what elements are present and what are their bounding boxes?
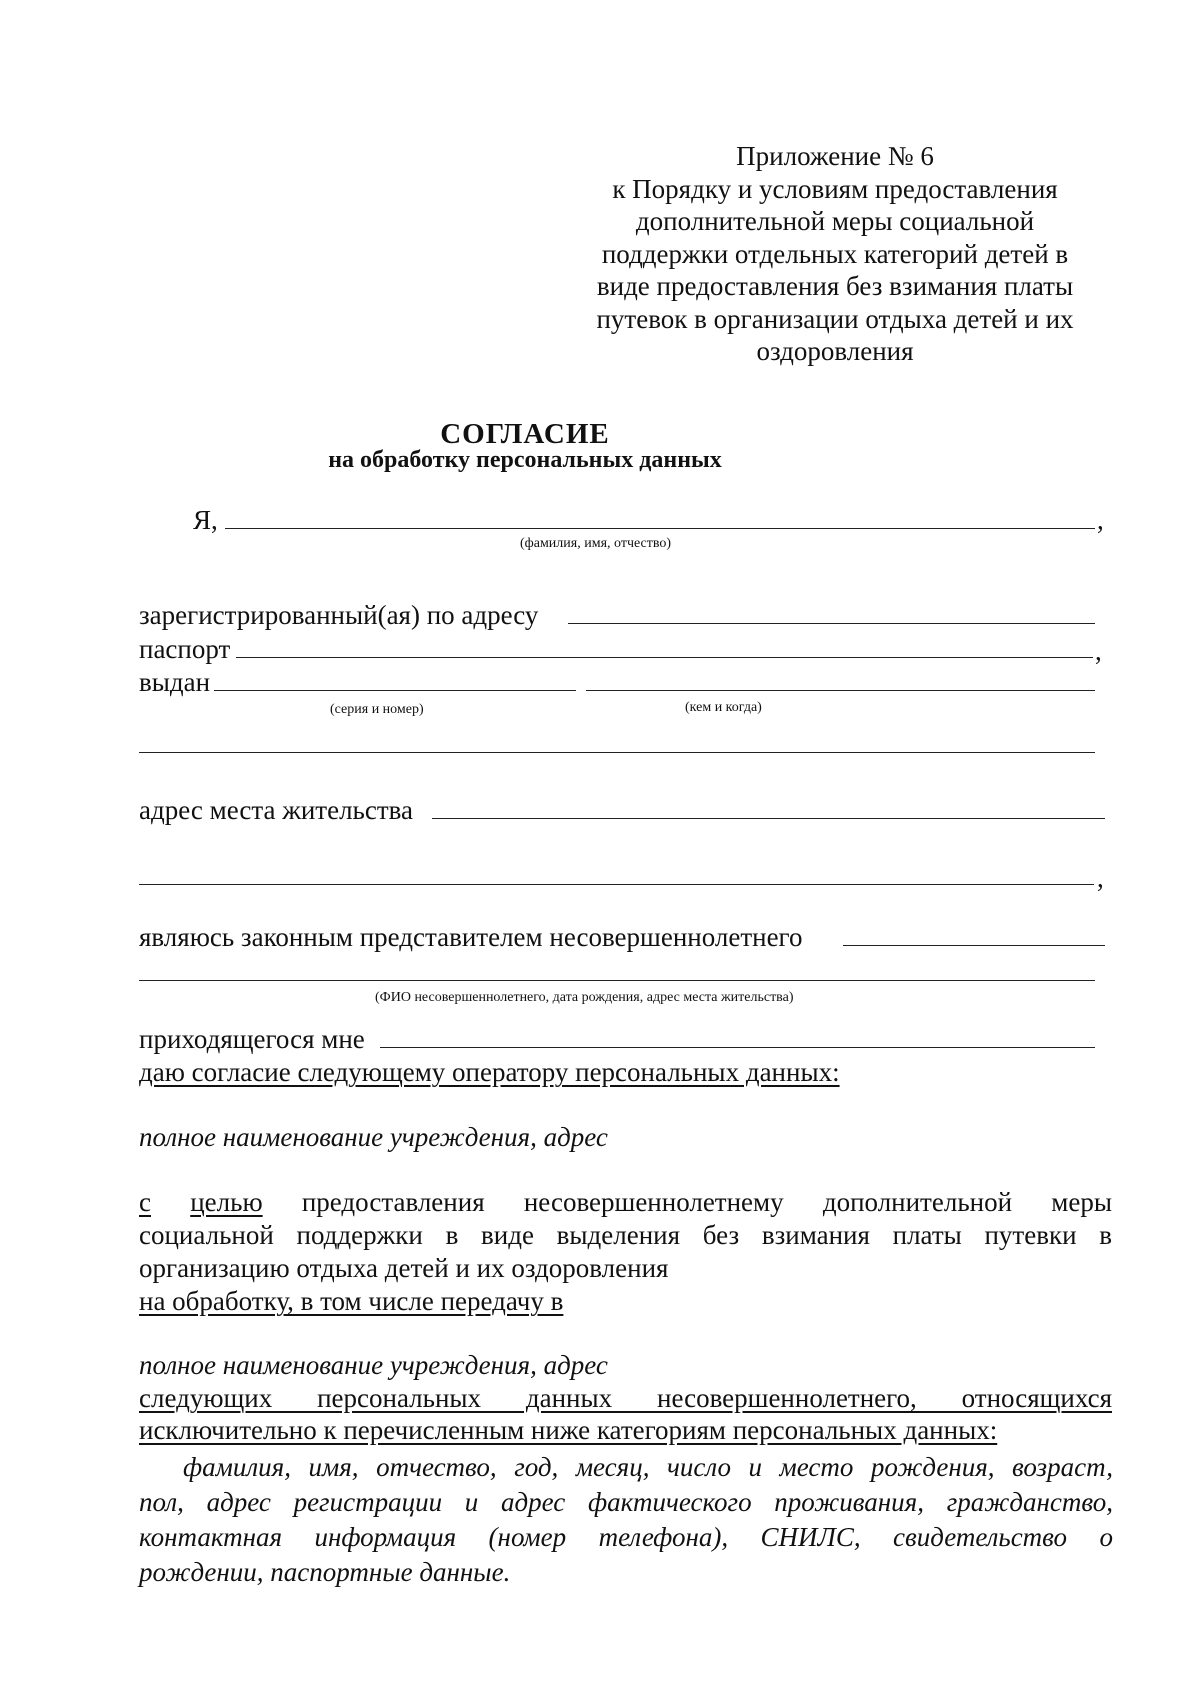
document-subtitle: на обработку персональных данных — [328, 447, 722, 473]
purpose-word: несовершеннолетнему — [523, 1187, 784, 1217]
appendix-line: оздоровления — [756, 336, 914, 366]
fio-field-line[interactable] — [225, 528, 1095, 529]
passport-label: паспорт — [139, 634, 231, 664]
categories-line: исключительно к перечисленным ниже категориям персональных данных: — [139, 1415, 998, 1445]
issuer-caption: (кем и когда) — [685, 700, 762, 715]
appendix-line: виде предоставления без взимания платы — [596, 271, 1074, 301]
residence-address-line[interactable] — [432, 818, 1105, 819]
personal-data-list-line: пол, адрес регистрации и адрес фактического проживания, гражданство, — [139, 1487, 1113, 1517]
personal-data-list-line: рождении, паспортные данные. — [139, 1557, 511, 1587]
appendix-header — [570, 140, 1100, 368]
purpose-line: организацию отдыха детей и их оздоровления — [139, 1253, 669, 1283]
purpose-word: дополнительной — [822, 1187, 1013, 1217]
personal-data-list-line: контактная информация (номер телефона), СНИЛС, свидетельство о — [139, 1522, 1113, 1552]
representative-label: являюсь законным представителем несовершеннолетнего — [139, 922, 803, 952]
passport-issuer-line[interactable] — [586, 690, 1095, 691]
comma: , — [1095, 636, 1102, 666]
appendix-line: к Порядку и условиям предоставления — [612, 173, 1058, 204]
relation-line[interactable] — [380, 1047, 1095, 1048]
issued-label: выдан — [139, 667, 211, 697]
categories-line: следующих персональных данных несовершеннолетнего, относящихся — [139, 1383, 1112, 1413]
comma: , — [1097, 505, 1104, 535]
minor-name-line[interactable] — [843, 945, 1105, 946]
appendix-line: путевок в организации отдыха детей и их — [596, 303, 1074, 334]
passport-series-line[interactable] — [214, 690, 576, 691]
passport-line[interactable] — [236, 657, 1093, 658]
institution-placeholder: полное наименование учреждения, адрес — [139, 1350, 608, 1380]
residence-continuation-line[interactable] — [139, 884, 1094, 885]
series-caption: (серия и номер) — [330, 702, 424, 717]
purpose-word: целью — [190, 1187, 263, 1217]
appendix-line: Приложение № 6 — [736, 141, 934, 171]
transfer-line: на обработку, в том числе передачу в — [139, 1286, 564, 1316]
purpose-word: с — [139, 1187, 151, 1217]
appendix-line: поддержки отдельных категорий детей в — [601, 238, 1069, 269]
minor-caption: (ФИО несовершеннолетнего, дата рождения, адрес места жительства) — [375, 990, 794, 1005]
appendix-line: дополнительной меры социальной — [635, 206, 1035, 236]
registered-address-label: зарегистрированный(ая) по адресу — [139, 600, 539, 630]
relation-label: приходящегося мне — [139, 1024, 365, 1054]
operator-consent-line: даю согласие следующему оператору персональных данных: — [139, 1057, 840, 1087]
purpose-word: предоставления — [301, 1187, 485, 1217]
institution-placeholder: полное наименование учреждения, адрес — [139, 1122, 608, 1152]
purpose-word: меры — [1051, 1187, 1112, 1217]
purpose-line — [139, 1187, 1112, 1218]
comma: , — [1097, 863, 1104, 893]
minor-details-line[interactable] — [139, 980, 1095, 981]
document-title: СОГЛАСИЕ — [440, 418, 610, 450]
purpose-line: социальной поддержки в виде выделения без взимания платы путевки в — [139, 1220, 1112, 1250]
registered-address-line[interactable] — [568, 623, 1095, 624]
fio-caption: (фамилия, имя, отчество) — [520, 536, 672, 551]
i-prefix: Я, — [193, 505, 218, 535]
issuer-continuation-line[interactable] — [139, 752, 1095, 753]
residence-address-label: адрес места жительства — [139, 795, 414, 825]
personal-data-list-line: фамилия, имя, отчество, год, месяц, число и место рождения, возраст, — [183, 1452, 1113, 1482]
